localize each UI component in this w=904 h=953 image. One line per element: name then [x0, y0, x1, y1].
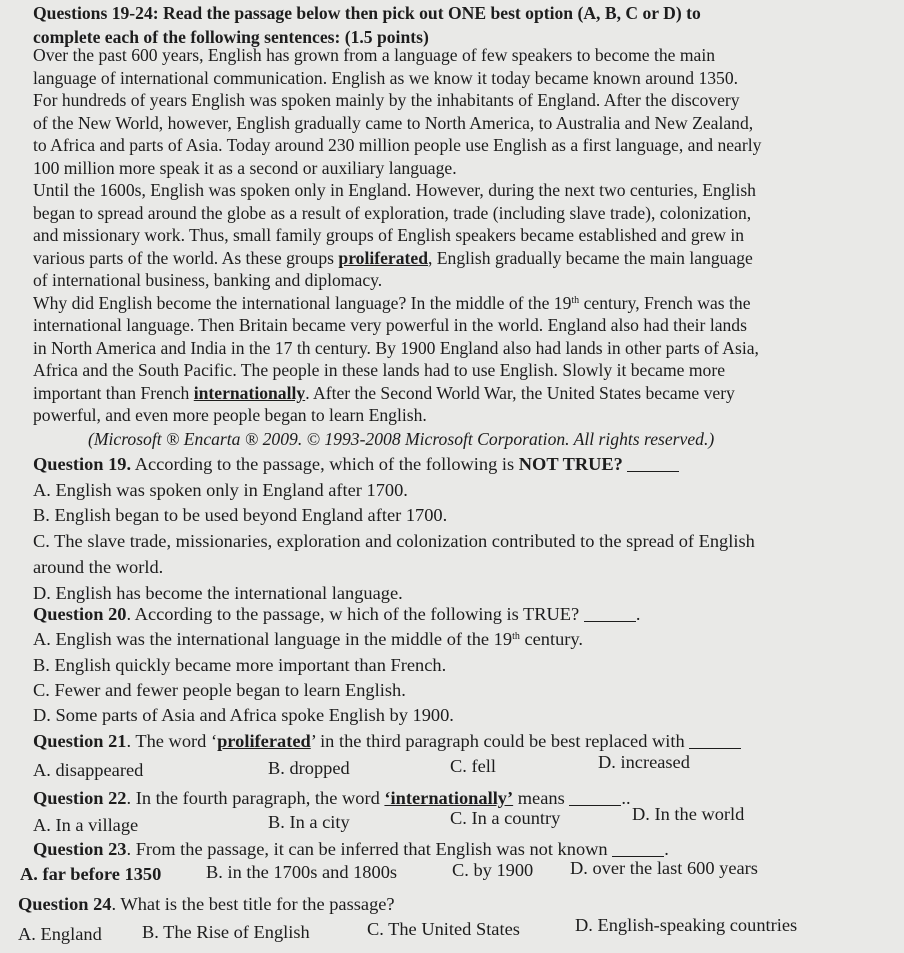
- question-24: [18, 893, 395, 915]
- instructions-subtitle: complete each of the following sentences: (1.5 points): [33, 27, 429, 47]
- passage-text: various parts of the world. As these groups: [33, 248, 339, 268]
- option-c[interactable]: C. Fewer and fewer people began to learn English.: [33, 680, 406, 700]
- source-citation: (Microsoft ® Encarta ® 2009. © 1993-2008 Microsoft Corporation. All rights reserved.): [88, 429, 715, 449]
- question-text: means: [513, 788, 565, 808]
- question-22: [33, 787, 631, 809]
- question-text: ’ in the third paragraph could be best replaced with: [310, 731, 685, 751]
- option-b[interactable]: B. English quickly became more important than French.: [33, 655, 447, 675]
- question-label: Question 19.: [33, 454, 132, 474]
- option-c[interactable]: C. fell: [450, 756, 496, 776]
- question-end: ..: [621, 788, 631, 808]
- passage-line: 100 million more speak it as a second or auxiliary language.: [33, 158, 457, 178]
- passage-line: Africa and the South Pacific. The people in these lands had to use English. Slowly it became more: [33, 360, 726, 380]
- question-label: Question 22: [33, 788, 127, 808]
- option-b[interactable]: B. English began to be used beyond England after 1700.: [33, 505, 448, 525]
- option-text: A. English was the international language in the middle of the 19: [33, 629, 513, 649]
- passage-line: Over the past 600 years, English has grown from a language of few speakers to become the main: [33, 45, 716, 65]
- question-text: . From the passage, it can be inferred that English was not known: [126, 839, 608, 859]
- instructions-title: Questions 19-24: Read the passage below then pick out ONE best option (A, B, C or D) to: [33, 3, 701, 23]
- option-d[interactable]: D. English-speaking countries: [575, 915, 798, 935]
- option-d[interactable]: D. Some parts of Asia and Africa spoke English by 1900.: [33, 705, 454, 725]
- question-21: [33, 730, 741, 752]
- passage-text: century, French was the: [579, 293, 751, 313]
- option-d[interactable]: D. English has become the international language.: [33, 583, 403, 603]
- question-19: [33, 453, 679, 475]
- target-word: ‘internationally’: [384, 788, 514, 808]
- option-a[interactable]: A. England: [18, 924, 102, 944]
- passage-line: international language. Then Britain became very powerful in the world. England also had their lands: [33, 315, 747, 335]
- answer-blank[interactable]: [569, 791, 621, 806]
- passage-line: Until the 1600s, English was spoken only in England. However, during the next two centuries, English: [33, 180, 756, 200]
- option-c[interactable]: C. The slave trade, missionaries, exploration and colonization contributed to the spread of English: [33, 531, 755, 551]
- passage-line: [33, 292, 751, 314]
- question-text: . In the fourth paragraph, the word: [126, 788, 385, 808]
- answer-blank[interactable]: [584, 607, 636, 622]
- answer-blank[interactable]: [627, 457, 679, 472]
- superscript: th: [571, 295, 580, 306]
- option-a[interactable]: A. English was spoken only in England after 1700.: [33, 480, 408, 500]
- answer-blank[interactable]: [689, 734, 741, 749]
- passage-line: [33, 382, 735, 404]
- option-c-continued: around the world.: [33, 557, 164, 577]
- question-label: Question 24: [18, 894, 112, 914]
- option-d[interactable]: D. over the last 600 years: [570, 858, 758, 878]
- passage-line: in North America and India in the 17 th century. By 1900 England also had lands in other parts of Asia,: [33, 338, 759, 358]
- passage-line: began to spread around the globe as a result of exploration, trade (including slave trade), colonization,: [33, 203, 752, 223]
- passage-text: Why did English become the international language? In the middle of the 19: [33, 293, 572, 313]
- passage-line: and missionary work. Thus, small family groups of English speakers became established and grew in: [33, 225, 745, 245]
- option-b[interactable]: B. in the 1700s and 1800s: [206, 862, 398, 882]
- passage-text: , English gradually became the main language: [427, 248, 753, 268]
- question-end: .: [664, 839, 669, 859]
- question-label: Question 23: [33, 839, 127, 859]
- option-b[interactable]: B. dropped: [268, 758, 350, 778]
- passage-text: . After the Second World War, the United States became very: [305, 383, 735, 403]
- highlighted-word-internationally: internationally: [193, 383, 306, 403]
- highlighted-word-proliferated: proliferated: [338, 248, 428, 268]
- passage-line: of international business, banking and diplomacy.: [33, 270, 383, 290]
- question-label: Question 20: [33, 604, 127, 624]
- passage-line: of the New World, however, English gradually came to North America, to Australia and New Zealand,: [33, 113, 754, 133]
- question-emphasis: NOT TRUE?: [518, 454, 623, 474]
- passage-line: For hundreds of years English was spoken mainly by the inhabitants of England. After the discovery: [33, 90, 740, 110]
- passage-line: language of international communication. English as we know it today became known around 1350.: [33, 68, 739, 88]
- option-a[interactable]: A. In a village: [33, 815, 139, 835]
- option-b[interactable]: B. In a city: [268, 812, 350, 832]
- question-text: According to the passage, which of the following is: [131, 454, 519, 474]
- passage-line: [33, 247, 753, 269]
- passage-text: important than French: [33, 383, 194, 403]
- passage-line: powerful, and even more people began to learn English.: [33, 405, 427, 425]
- answer-blank[interactable]: [612, 842, 664, 857]
- option-c[interactable]: C. The United States: [367, 919, 520, 939]
- question-text: . According to the passage, w hich of the following is TRUE?: [126, 604, 580, 624]
- option-c[interactable]: C. by 1900: [452, 860, 534, 880]
- option-c[interactable]: C. In a country: [450, 808, 561, 828]
- question-text: . What is the best title for the passage?: [111, 894, 395, 914]
- option-a[interactable]: A. disappeared: [33, 760, 144, 780]
- question-text: . The word ‘: [126, 731, 218, 751]
- superscript: th: [512, 631, 520, 642]
- question-label: Question 21: [33, 731, 127, 751]
- target-word: proliferated: [217, 731, 311, 751]
- option-d[interactable]: D. In the world: [632, 804, 745, 824]
- option-text: century.: [519, 629, 584, 649]
- passage-line: to Africa and parts of Asia. Today around 230 million people use English as a first language, and nearly: [33, 135, 762, 155]
- option-a[interactable]: A. far before 1350: [20, 864, 162, 884]
- option-d[interactable]: D. increased: [598, 752, 690, 772]
- question-20: [33, 603, 640, 625]
- question-end: .: [635, 604, 641, 624]
- option-b[interactable]: B. The Rise of English: [142, 922, 310, 942]
- option-a[interactable]: [33, 628, 583, 650]
